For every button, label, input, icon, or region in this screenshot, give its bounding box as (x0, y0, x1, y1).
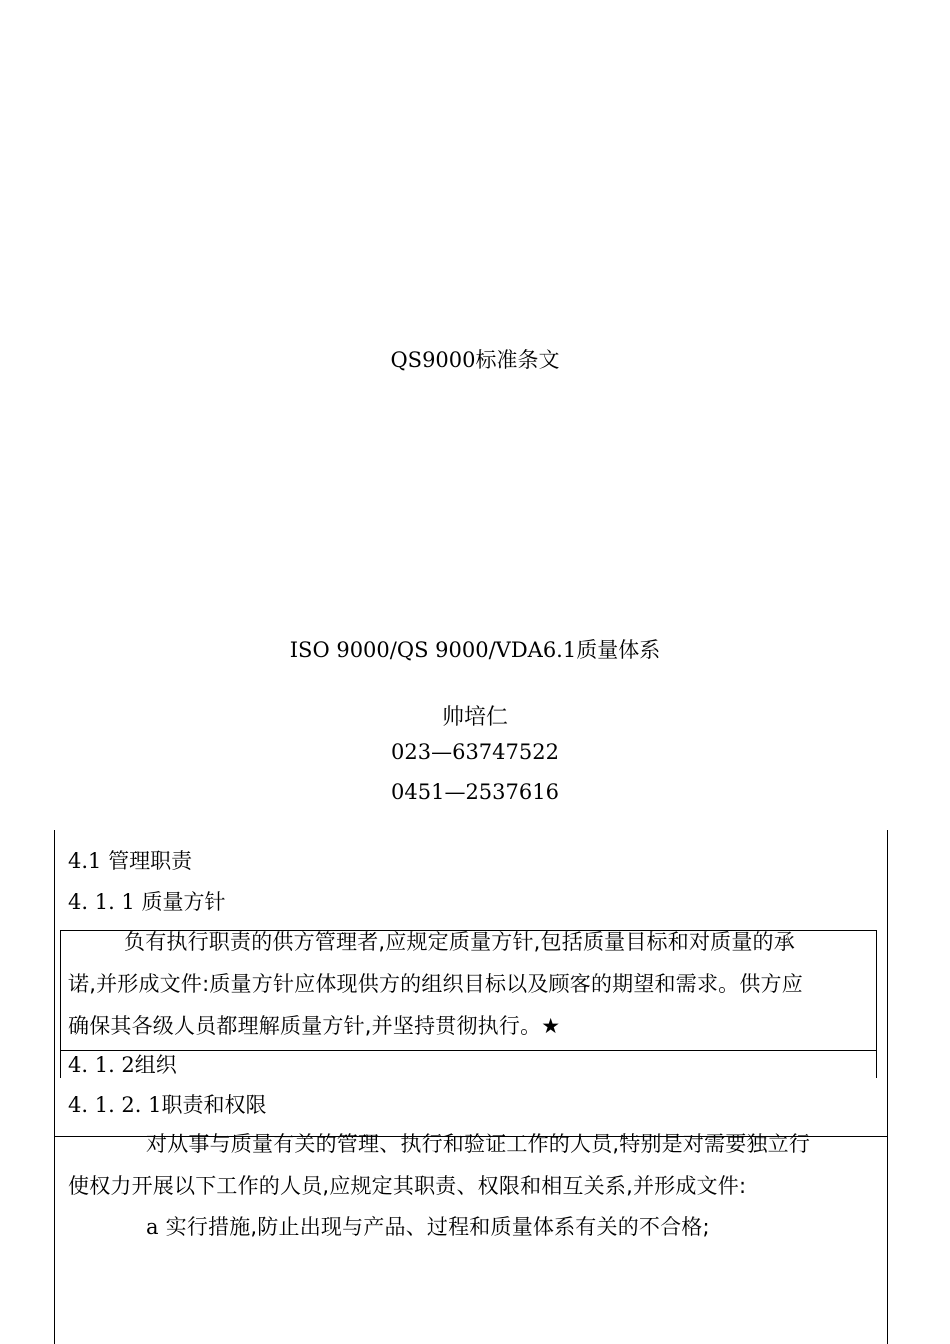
document-subtitle: ISO 9000/QS 9000/VDA6.1质量体系 (289, 638, 661, 662)
phone-number-2: 0451—2537616 (391, 780, 559, 804)
box-left-border (60, 930, 61, 1078)
section-heading-4-1-1: 4. 1. 1 质量方针 (68, 890, 226, 914)
frame-right-border (887, 830, 888, 1344)
section-heading-4-1: 4.1 管理职责 (68, 849, 193, 873)
paragraph-line: 确保其各级人员都理解质量方针,并坚持贯彻执行。★ (68, 1014, 561, 1038)
section-heading-4-1-2-1: 4. 1. 2. 1职责和权限 (68, 1093, 267, 1117)
paragraph-line: 对从事与质量有关的管理、执行和验证工作的人员,特别是对需要独立行 (146, 1132, 811, 1156)
box-bottom-border (60, 1050, 877, 1051)
paragraph-line: 诺,并形成文件:质量方针应体现供方的组织目标以及顾客的期望和需求。供方应 (68, 972, 803, 996)
list-item-a (146, 1211, 710, 1241)
frame-left-border (54, 830, 55, 1344)
paragraph-line: 使权力开展以下工作的人员,应规定其职责、权限和相互关系,并形成文件: (68, 1174, 747, 1198)
box-right-border (876, 930, 877, 1078)
section-heading-4-1-2: 4. 1. 2组织 (68, 1053, 177, 1077)
paragraph-line: 负有执行职责的供方管理者,应规定质量方针,包括质量目标和对质量的承 (124, 930, 795, 954)
phone-number-1: 023—63747522 (391, 740, 559, 764)
list-marker: a (146, 1215, 159, 1239)
list-item-text: 实行措施,防止出现与产品、过程和质量体系有关的不合格; (165, 1215, 710, 1239)
author-name: 帅培仁 (441, 705, 508, 730)
document-title: QS9000标准条文 (390, 348, 560, 372)
